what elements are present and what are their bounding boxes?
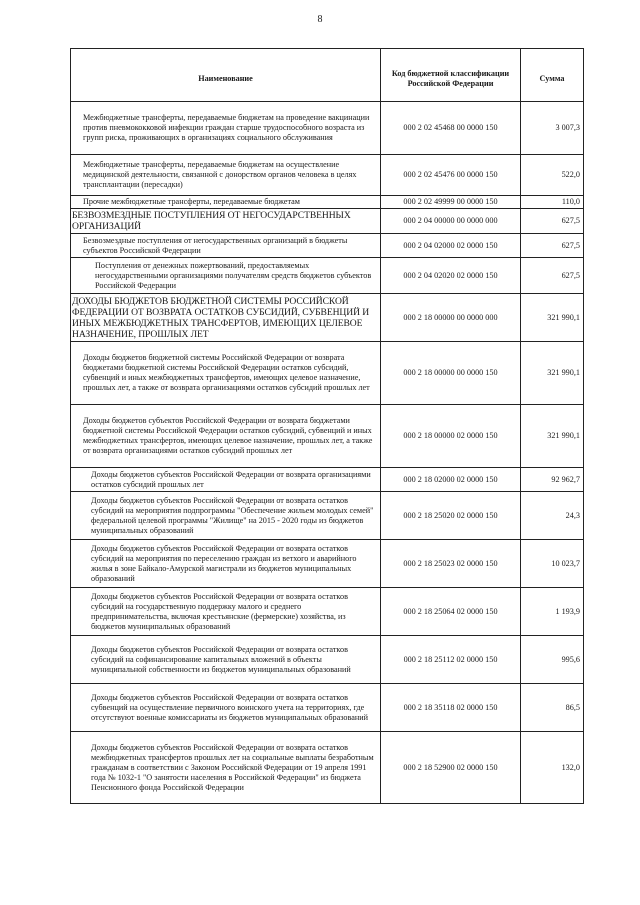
row-name-cell: Поступления от денежных пожертвований, предоставляемых негосударственными организациями получателям средств бюджетов субъектов Российской Федерации bbox=[71, 258, 381, 294]
row-sum-cell: 321 990,1 bbox=[521, 294, 584, 342]
row-sum-cell: 10 023,7 bbox=[521, 540, 584, 588]
header-name: Наименование bbox=[71, 49, 381, 102]
table-row bbox=[71, 636, 584, 684]
row-code-cell: 000 2 04 00000 00 0000 000 bbox=[381, 209, 521, 234]
row-code-cell: 000 2 18 02000 02 0000 150 bbox=[381, 468, 521, 492]
table-row bbox=[71, 405, 584, 468]
table-row bbox=[71, 468, 584, 492]
row-code-cell: 000 2 18 00000 00 0000 150 bbox=[381, 342, 521, 405]
row-sum-cell: 321 990,1 bbox=[521, 342, 584, 405]
row-sum-cell: 24,3 bbox=[521, 492, 584, 540]
page-number: 8 bbox=[317, 14, 323, 25]
table-row bbox=[71, 102, 584, 155]
row-sum-cell: 1 193,9 bbox=[521, 588, 584, 636]
row-code-cell: 000 2 18 00000 02 0000 150 bbox=[381, 405, 521, 468]
row-name-cell: БЕЗВОЗМЕЗДНЫЕ ПОСТУПЛЕНИЯ ОТ НЕГОСУДАРСТВЕННЫХ ОРГАНИЗАЦИЙ bbox=[71, 209, 381, 234]
row-sum-cell: 522,0 bbox=[521, 155, 584, 196]
row-name-cell: Доходы бюджетов субъектов Российской Федерации от возврата остатков субсидий на мероприятия подпрограммы "Обеспечение жильем молодых семей" федеральной целевой программы "Жилище" на 2015 - 2020 годы из бюджетов муниципальных образований bbox=[71, 492, 381, 540]
table-row bbox=[71, 540, 584, 588]
row-code-cell: 000 2 18 25023 02 0000 150 bbox=[381, 540, 521, 588]
table-row bbox=[71, 155, 584, 196]
table-row bbox=[71, 588, 584, 636]
table-body bbox=[71, 102, 584, 804]
row-sum-cell: 321 990,1 bbox=[521, 405, 584, 468]
row-code-cell: 000 2 04 02000 02 0000 150 bbox=[381, 234, 521, 258]
budget-table bbox=[70, 48, 584, 804]
row-sum-cell: 995,6 bbox=[521, 636, 584, 684]
row-code-cell: 000 2 18 00000 00 0000 000 bbox=[381, 294, 521, 342]
row-sum-cell: 627,5 bbox=[521, 209, 584, 234]
row-name-cell: Доходы бюджетов субъектов Российской Федерации от возврата бюджетами бюджетной системы Российской Федерации остатков субсидий, субвенций и иных межбюджетных трансфертов, имеющих целевое назначение, прошлых лет, а также от возврата организациями остатков субсидий прошлых лет bbox=[71, 405, 381, 468]
row-name-cell: Доходы бюджетов субъектов Российской Федерации от возврата остатков субсидий на государственную поддержку малого и среднего предпринимательства, включая крестьянские (фермерские) хозяйства, из бюджетов муниципальных образований bbox=[71, 588, 381, 636]
row-name-cell: Прочие межбюджетные трансферты, передаваемые бюджетам bbox=[71, 196, 381, 209]
table-row bbox=[71, 732, 584, 804]
row-name-cell: Доходы бюджетов субъектов Российской Федерации от возврата организациями остатков субсидий прошлых лет bbox=[71, 468, 381, 492]
row-sum-cell: 132,0 bbox=[521, 732, 584, 804]
table-row bbox=[71, 294, 584, 342]
row-code-cell: 000 2 18 52900 02 0000 150 bbox=[381, 732, 521, 804]
row-code-cell: 000 2 18 25064 02 0000 150 bbox=[381, 588, 521, 636]
row-name-cell: Доходы бюджетов субъектов Российской Федерации от возврата остатков субсидий на мероприятия по переселению граждан из ветхого и аварийного жилья в зоне Байкало-Амурской магистрали из бюджетов муниципальных образований bbox=[71, 540, 381, 588]
row-code-cell: 000 2 02 45468 00 0000 150 bbox=[381, 102, 521, 155]
row-name-cell: Доходы бюджетов бюджетной системы Российской Федерации от возврата бюджетами бюджетной системы Российской Федерации остатков субсидий, субвенций и иных межбюджетных трансфертов, имеющих целевое назначение, прошлых лет, а также от возврата организациями остатков субсидий прошлых лет bbox=[71, 342, 381, 405]
table-row bbox=[71, 258, 584, 294]
table-row bbox=[71, 234, 584, 258]
table-row bbox=[71, 492, 584, 540]
table-row bbox=[71, 209, 584, 234]
row-name-cell: Безвозмездные поступления от негосударственных организаций в бюджеты субъектов Российской Федерации bbox=[71, 234, 381, 258]
row-name-cell: Доходы бюджетов субъектов Российской Федерации от возврата остатков субвенций на осуществление первичного воинского учета на территориях, где отсутствуют военные комиссариаты из бюджетов муниципальных образований bbox=[71, 684, 381, 732]
row-name-cell: Межбюджетные трансферты, передаваемые бюджетам на проведение вакцинации против пневмококковой инфекции граждан старше трудоспособного возраста из групп риска, проживающих в организациях социального обслуживания bbox=[71, 102, 381, 155]
row-sum-cell: 627,5 bbox=[521, 234, 584, 258]
table-row bbox=[71, 684, 584, 732]
table-row bbox=[71, 196, 584, 209]
row-sum-cell: 92 962,7 bbox=[521, 468, 584, 492]
row-sum-cell: 110,0 bbox=[521, 196, 584, 209]
row-code-cell: 000 2 18 25112 02 0000 150 bbox=[381, 636, 521, 684]
table-row bbox=[71, 342, 584, 405]
row-code-cell: 000 2 18 35118 02 0000 150 bbox=[381, 684, 521, 732]
row-sum-cell: 3 007,3 bbox=[521, 102, 584, 155]
row-sum-cell: 627,5 bbox=[521, 258, 584, 294]
row-code-cell: 000 2 02 49999 00 0000 150 bbox=[381, 196, 521, 209]
row-sum-cell: 86,5 bbox=[521, 684, 584, 732]
table-header-row bbox=[71, 49, 584, 102]
row-name-cell: Межбюджетные трансферты, передаваемые бюджетам на осуществление медицинской деятельности, связанной с донорством органов человека в целях трансплантации (пересадки) bbox=[71, 155, 381, 196]
row-name-cell: ДОХОДЫ БЮДЖЕТОВ БЮДЖЕТНОЙ СИСТЕМЫ РОССИЙСКОЙ ФЕДЕРАЦИИ ОТ ВОЗВРАТА ОСТАТКОВ СУБСИДИЙ, СУБВЕНЦИЙ И ИНЫХ МЕЖБЮДЖЕТНЫХ ТРАНСФЕРТОВ, ИМЕЮЩИХ ЦЕЛЕВОЕ НАЗНАЧЕНИЕ, ПРОШЛЫХ ЛЕТ bbox=[71, 294, 381, 342]
row-code-cell: 000 2 18 25020 02 0000 150 bbox=[381, 492, 521, 540]
header-sum: Сумма bbox=[521, 49, 584, 102]
row-name-cell: Доходы бюджетов субъектов Российской Федерации от возврата остатков межбюджетных трансфертов прошлых лет на социальные выплаты безработным гражданам в соответствии с Законом Российской Федерации от 19 апреля 1991 года № 1032-1 "О занятости населения в Российской Федерации" из бюджета Пенсионного фонда Российской Федерации bbox=[71, 732, 381, 804]
header-code: Код бюджетной классификации Российской Федерации bbox=[381, 49, 521, 102]
row-name-cell: Доходы бюджетов субъектов Российской Федерации от возврата остатков субсидий на софинансирование капитальных вложений в объекты муниципальной собственности из бюджетов муниципальных образований bbox=[71, 636, 381, 684]
row-code-cell: 000 2 02 45476 00 0000 150 bbox=[381, 155, 521, 196]
row-code-cell: 000 2 04 02020 02 0000 150 bbox=[381, 258, 521, 294]
